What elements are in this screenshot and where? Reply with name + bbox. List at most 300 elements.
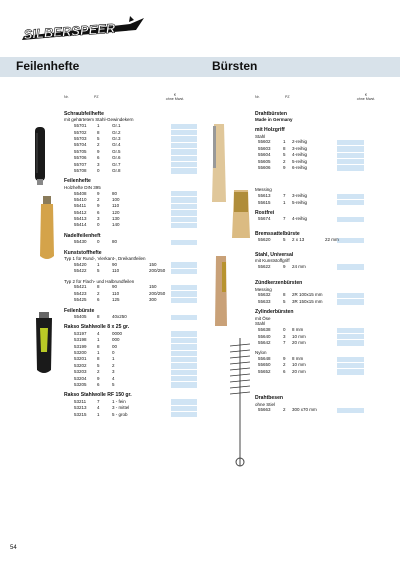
price-cell [337, 334, 364, 339]
article-number: 55604 [258, 152, 271, 158]
price-cell [171, 344, 197, 349]
product-section [255, 231, 390, 244]
product-section [255, 280, 390, 305]
header-euro: € [174, 93, 176, 97]
article-number: 55411 [74, 203, 87, 209]
pz-code: 7 [97, 398, 100, 404]
article-number: 53201 [74, 356, 87, 362]
product-section [255, 309, 390, 346]
size-value: 140 [112, 222, 120, 228]
pz-code: 7 [283, 216, 286, 222]
size-value: Gr.3 [112, 135, 121, 141]
section-title: Stahl, Universal [255, 251, 294, 258]
product-section [64, 250, 214, 275]
article-number: 55704 [74, 142, 87, 148]
header-price [355, 93, 377, 101]
pz-code: 0 [283, 327, 286, 333]
pz-code: 7 [283, 339, 286, 345]
pz-code: 5 [97, 362, 100, 368]
product-row [255, 299, 390, 305]
cylinder-brush-image [226, 338, 254, 468]
size-value: 110 [112, 203, 120, 209]
section-subtitle: mit gehärtetem Stahl-Gewindekern [64, 117, 134, 123]
section-subtitle: Messing [255, 187, 272, 193]
section-subtitle: mit Öse [255, 315, 271, 321]
product-section [64, 279, 214, 304]
article-number: 55632 [258, 292, 271, 298]
article-number: 55412 [74, 209, 87, 215]
product-row [255, 369, 390, 375]
price-cell [337, 328, 364, 333]
article-number: 55708 [74, 167, 87, 173]
price-cell [337, 369, 364, 374]
pz-code: 1 [97, 350, 100, 355]
section-title: Rakso Stahlwolle 8 x 25 gr. [64, 324, 130, 331]
pz-code: 9 [97, 190, 100, 196]
price-cell [171, 338, 197, 343]
header-net: ohne Mwst. [165, 97, 185, 101]
product-section [64, 233, 214, 246]
size-value: 4-reihig [292, 216, 308, 222]
price-cell [171, 412, 197, 417]
size-value: 2 x 13 [292, 237, 305, 243]
size-value: 00 [112, 343, 118, 349]
price-cell [171, 136, 197, 141]
buersten-column [255, 93, 390, 414]
size-value: 0000 [112, 330, 123, 336]
product-section [255, 252, 390, 271]
size-value: 20 mm [292, 368, 306, 374]
price-cell [171, 162, 197, 167]
screw-file-handle-image [33, 127, 47, 185]
pz-code: 1 [97, 337, 100, 343]
article-number: 55414 [74, 222, 87, 228]
price-cell [171, 406, 197, 411]
size-value: 5-reihig [292, 199, 308, 205]
price-cell [171, 291, 197, 296]
product-section [64, 324, 214, 388]
product-row [64, 268, 214, 274]
article-number: 55663 [258, 407, 271, 413]
section-title: Schraubfeilhefte [64, 111, 104, 117]
price-cell [171, 168, 197, 173]
price-cell [171, 269, 197, 274]
section-title: Rakso Stahlwolle RF 150 gr. [64, 392, 132, 399]
pz-code: 6 [283, 368, 286, 374]
article-number: 55703 [74, 135, 87, 141]
product-section [255, 127, 390, 171]
pz-code: 1 [97, 261, 100, 267]
product-section [255, 210, 390, 223]
price-cell [171, 370, 197, 375]
price-cell [171, 204, 197, 209]
size-value: 130 [112, 216, 120, 222]
article-number: 55706 [74, 155, 87, 161]
pz-code: 5 [283, 152, 286, 158]
section-title: mit Holzgriff [255, 127, 285, 134]
section-subtitle: Holzhefte DIN 395 [64, 184, 101, 190]
steel-wire-brush-image [208, 124, 230, 204]
product-row [255, 407, 390, 413]
price-cell [171, 210, 197, 215]
header-pz: PZ [285, 95, 290, 99]
header-price [164, 93, 186, 101]
product-row [64, 412, 214, 418]
size-value: 300 x70 mm [292, 407, 317, 413]
price-cell [171, 156, 197, 161]
article-number: 53205 [74, 381, 87, 387]
article-number: 53203 [74, 369, 87, 375]
section-title: Drahtbesen [255, 395, 284, 402]
price-cell [171, 363, 197, 368]
product-section [255, 350, 390, 375]
section-title: Rostfrei [255, 209, 275, 216]
size-value: 3-reihig [292, 145, 308, 151]
article-number: 55702 [74, 129, 87, 135]
article-number: 53204 [74, 375, 87, 381]
pz-code: 9 [283, 356, 286, 362]
size-value-2: 200/250 [149, 268, 166, 274]
pz-code: 6 [97, 209, 100, 215]
article-number: 53202 [74, 362, 87, 368]
pz-code: 9 [283, 263, 286, 269]
product-row [255, 264, 390, 270]
wooden-file-handle-image [38, 196, 56, 260]
size-value-2: 150 [149, 284, 157, 290]
article-number: 55420 [74, 261, 87, 267]
price-cell [171, 143, 197, 148]
price-cell [337, 264, 364, 269]
size-value-2: 300 [149, 297, 157, 303]
section-subtitle: Typ 1 für Rund-, Vierkant-, Dreikantfeilen [64, 256, 146, 262]
article-number: 53211 [74, 398, 87, 404]
price-cell [171, 149, 197, 154]
product-row [64, 314, 214, 320]
product-section [255, 395, 390, 414]
price-cell [171, 130, 197, 135]
section-title: Zylinderbürsten [255, 309, 294, 316]
article-number: 55701 [74, 123, 87, 129]
article-number: 55648 [258, 356, 271, 362]
page-number: 54 [10, 545, 17, 551]
pz-code: 2 [283, 407, 286, 413]
pz-code: 2 [283, 362, 286, 368]
price-cell [337, 408, 364, 413]
pz-code: 2 [283, 158, 286, 164]
section-subtitle: Nylon [255, 350, 267, 356]
product-row [64, 297, 214, 303]
product-section [64, 392, 214, 418]
pz-code: 0 [97, 239, 100, 245]
section-title: Nadelfeilenheft [64, 232, 101, 239]
pz-code: 2 [97, 369, 100, 375]
size-value: 3R 150x15 mm [292, 298, 323, 304]
price-cell [337, 153, 364, 158]
pz-code: 6 [97, 297, 100, 303]
product-section [64, 178, 214, 229]
pz-code: 8 [97, 343, 100, 349]
pz-code: 2 [97, 196, 100, 202]
article-number: 55705 [74, 148, 87, 154]
product-row [64, 239, 214, 245]
pz-code: 8 [97, 356, 100, 362]
price-cell [171, 285, 197, 290]
size-value: 2R 100x15 mm [292, 292, 323, 298]
size-value: 4 [112, 375, 115, 381]
product-row [255, 216, 390, 222]
price-cell [337, 363, 364, 368]
plastic-file-handle-image [33, 312, 55, 374]
price-cell [171, 399, 197, 404]
price-cell [337, 299, 364, 304]
price-cell [337, 293, 364, 298]
article-number: 55640 [258, 333, 271, 339]
size-value: 80 [112, 190, 118, 196]
section-subtitle: mit Kunststoffgriff [255, 257, 290, 263]
article-number: 55620 [258, 237, 271, 243]
logo-text: SILBERSPEER [23, 20, 116, 42]
size-value: 40x250 [112, 314, 127, 320]
article-number: 53199 [74, 343, 87, 349]
size-value: 10 mm [292, 333, 306, 339]
article-number: 55602 [258, 139, 271, 145]
article-number: 55413 [74, 216, 87, 222]
pz-code: 8 [97, 284, 100, 290]
section-title: Feilenbürste [64, 307, 95, 314]
size-value: 125 [112, 297, 120, 303]
article-number: 55622 [258, 263, 271, 269]
size-value: 120 [112, 209, 120, 215]
size-value: 1 [112, 356, 115, 362]
product-section [64, 111, 214, 174]
column-header [255, 93, 390, 107]
right-page-title: Bürsten [212, 59, 258, 73]
price-cell [337, 200, 364, 205]
size-value: 8 mm [292, 327, 304, 333]
article-number: 53215 [74, 411, 87, 417]
price-cell [171, 357, 197, 362]
pz-code: 6 [97, 381, 100, 387]
article-number: 55421 [74, 284, 87, 290]
price-cell [171, 124, 197, 129]
article-number: 55674 [258, 216, 271, 222]
pz-code: 9 [97, 375, 100, 381]
section-subtitle: ohne Stiel [255, 401, 276, 407]
article-number: 53213 [74, 405, 87, 411]
header-euro: € [365, 93, 367, 97]
pz-code: 3 [283, 333, 286, 339]
product-row [255, 237, 390, 243]
header-pz: PZ [94, 95, 99, 99]
article-number: 55613 [258, 193, 271, 199]
size-value: Gr.5 [112, 148, 121, 154]
section-title: Feilenhefte [64, 178, 91, 185]
silberspeer-logo [18, 14, 146, 46]
product-section [64, 308, 214, 321]
header-net: ohne Mwst. [356, 97, 376, 101]
pz-code: 3 [97, 161, 100, 167]
price-cell [337, 238, 364, 243]
pz-code: 3 [97, 216, 100, 222]
price-cell [171, 191, 197, 196]
article-number: 55408 [74, 190, 87, 196]
article-number: 55603 [258, 145, 271, 151]
pz-code: 2 [97, 142, 100, 148]
pz-code: 4 [97, 330, 100, 336]
header-nr: Nr. [255, 95, 260, 99]
size-value: Gr.1 [112, 123, 121, 129]
article-number: 55642 [258, 339, 271, 345]
article-number: 55405 [74, 314, 87, 320]
size-value: 90 [112, 261, 118, 267]
size-value: 20 mm [292, 339, 306, 345]
pz-code: 6 [97, 155, 100, 161]
pz-code: 0 [97, 222, 100, 228]
section-title: Drahtbürsten [255, 111, 287, 117]
size-value: 5 - grob [112, 411, 128, 417]
size-value: 110 [112, 290, 120, 296]
size-value: Gr.2 [112, 129, 121, 135]
article-number: 55615 [258, 199, 271, 205]
pz-code: 9 [97, 148, 100, 154]
price-cell [171, 223, 197, 228]
size-value: 6-reihig [292, 164, 308, 170]
product-section [255, 111, 390, 123]
article-number: 55652 [258, 368, 271, 374]
size-value: 5-reihig [292, 158, 308, 164]
size-value: 110 [112, 268, 120, 274]
article-number: 55410 [74, 196, 87, 202]
article-number: 55430 [74, 239, 87, 245]
section-subtitle: Typ 2 für Flach- und Halbrundfeilen [64, 278, 135, 284]
size-value: 2-reihig [292, 139, 308, 145]
pz-code: 5 [97, 268, 100, 274]
size-value-2: 22 mm [325, 237, 339, 243]
product-row [255, 165, 390, 171]
pz-code: 9 [97, 203, 100, 209]
brake-caliper-brush-image [210, 256, 232, 328]
article-number: 55422 [74, 268, 87, 274]
column-header [64, 93, 214, 107]
price-cell [171, 197, 197, 202]
price-cell [171, 382, 197, 387]
size-value: 5 [112, 381, 115, 387]
article-number: 55707 [74, 161, 87, 167]
pz-code: 8 [97, 129, 100, 135]
section-title: Bremssattelbürste [255, 230, 300, 237]
size-value: 3 [112, 369, 115, 375]
pz-code: 2 [97, 290, 100, 296]
article-number: 55606 [258, 164, 271, 170]
section-title: Kunststoffhefte [64, 249, 102, 256]
article-number: 55633 [258, 298, 271, 304]
article-number: 55638 [258, 327, 271, 333]
price-cell [171, 217, 197, 222]
price-cell [171, 315, 197, 320]
article-number: 55425 [74, 297, 87, 303]
size-value: 1 - fein [112, 398, 126, 404]
price-cell [171, 262, 197, 267]
size-value: 80 [112, 239, 118, 245]
pz-code: 1 [97, 123, 100, 129]
size-value: 100 [112, 196, 120, 202]
price-cell [337, 140, 364, 145]
pz-code: 4 [97, 405, 100, 411]
feilenhefte-column [64, 93, 214, 418]
price-cell [171, 240, 197, 245]
price-cell [337, 340, 364, 345]
price-cell [171, 376, 197, 381]
size-value: 0 [112, 350, 115, 355]
price-cell [337, 194, 364, 199]
article-number: 55650 [258, 362, 271, 368]
header-nr: Nr. [64, 95, 69, 99]
product-row [255, 200, 390, 206]
product-row [64, 222, 214, 228]
article-number: 55423 [74, 290, 87, 296]
product-row [255, 340, 390, 346]
left-page-title: Feilenhefte [16, 59, 80, 73]
size-value: Gr.7 [112, 161, 121, 167]
article-number: 53197 [74, 330, 87, 336]
size-value: 000 [112, 337, 120, 343]
product-section [255, 187, 390, 206]
size-value: 4-reihig [292, 152, 308, 158]
pz-code: 1 [283, 139, 286, 145]
article-number: 53200 [74, 350, 87, 355]
pz-code: 8 [283, 145, 286, 151]
size-value: 2 [112, 362, 115, 368]
pz-code: 7 [283, 193, 286, 199]
size-value-2: 150 [149, 261, 157, 267]
section-subtitle: Messing [255, 286, 272, 292]
price-cell [337, 159, 364, 164]
pz-code: 9 [283, 164, 286, 170]
pz-code: 8 [283, 292, 286, 298]
size-value: 3-reihig [292, 193, 308, 199]
product-row [64, 382, 214, 388]
size-value: 3 - mittel [112, 405, 130, 411]
pz-code: 5 [283, 298, 286, 304]
pz-code: 5 [283, 237, 286, 243]
price-cell [171, 331, 197, 336]
price-cell [171, 298, 197, 303]
pz-code: 1 [283, 199, 286, 205]
size-value: 10 mm [292, 362, 306, 368]
section-subtitle: Made in Germany [255, 117, 293, 123]
size-value: 24 mm [292, 263, 306, 269]
pz-code: 1 [97, 411, 100, 417]
pz-code: 0 [97, 167, 100, 173]
price-cell [337, 146, 364, 151]
size-value: Gr.6 [112, 155, 121, 161]
section-subtitle: Stahl [255, 133, 266, 139]
price-cell [337, 357, 364, 362]
size-value: 90 [112, 284, 118, 290]
section-title: Zündkerzenbürsten [255, 280, 303, 287]
size-value-2: 200/250 [149, 290, 166, 296]
product-row [64, 168, 214, 174]
size-value: Gr.8 [112, 167, 121, 173]
price-cell [337, 165, 364, 170]
size-value: 8 mm [292, 356, 304, 362]
price-cell [171, 351, 197, 356]
pz-code: 5 [97, 135, 100, 141]
article-number: 55605 [258, 158, 271, 164]
section-subtitle: Stahl [255, 321, 266, 327]
price-cell [337, 217, 364, 222]
size-value: Gr.4 [112, 142, 121, 148]
